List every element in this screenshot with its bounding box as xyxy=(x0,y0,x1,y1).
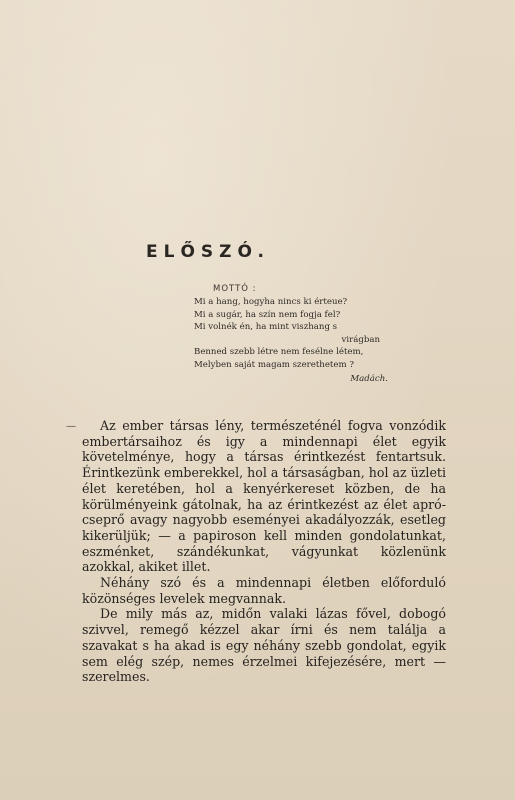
poem-line: Mi volnék én, ha mint viszhang s xyxy=(194,322,338,333)
poem-line: Benned szebb létre nem fesélne létem, xyxy=(194,347,364,358)
paragraph: De mily más az, midőn valaki lázas fővel, dobogó szivvel, remegő kézzel akar írni és nem találja a szavakat s ha akad is egy néhány szebb gondolat, egyik sem elég szép, nemes érzelmei kifejezésére, mert — szerelmes. xyxy=(82,606,446,685)
page-title: ELŐSZÓ. xyxy=(146,242,271,262)
margin-mark: — xyxy=(66,421,76,432)
paragraph: Néhány szó és a mindennapi életben előforduló közönséges levelek megvannak. xyxy=(82,575,446,606)
poem-line: virágban xyxy=(341,334,380,345)
poem-line: Mi a hang, hogyha nincs ki érteue? xyxy=(194,297,348,307)
poem-line: Mi a sugár, ha szín nem fogja fel? xyxy=(194,309,341,320)
paragraph: Az ember társas lény, természeténél fogva vonzódik embertársaihoz és igy a mindennapi élet egyik követelménye, hogy a társas érintkezést fentartsuk. Érintkezünk emberekkel, hol a társaságban, hol az üzleti élet keretében, hol a kenyérkereset közben, de ha körülményeink gátolnak, ha az érintkezést az élet apró-cseprő avagy nagyobb eseményei akadályozzák, esetleg kikerüljük; — a papiroson kell minden gondolatunkat, eszménket, szándékunkat, vágyunkat közlenünk azokkal, akiket illet. xyxy=(82,418,446,575)
poem-signature: Madách. xyxy=(350,373,388,384)
motto-label: MOTTÓ : xyxy=(213,284,257,294)
motto-poem xyxy=(194,296,390,385)
preface-body xyxy=(82,418,446,685)
poem-line: Melyben saját magam szerethetem ? xyxy=(194,359,354,370)
